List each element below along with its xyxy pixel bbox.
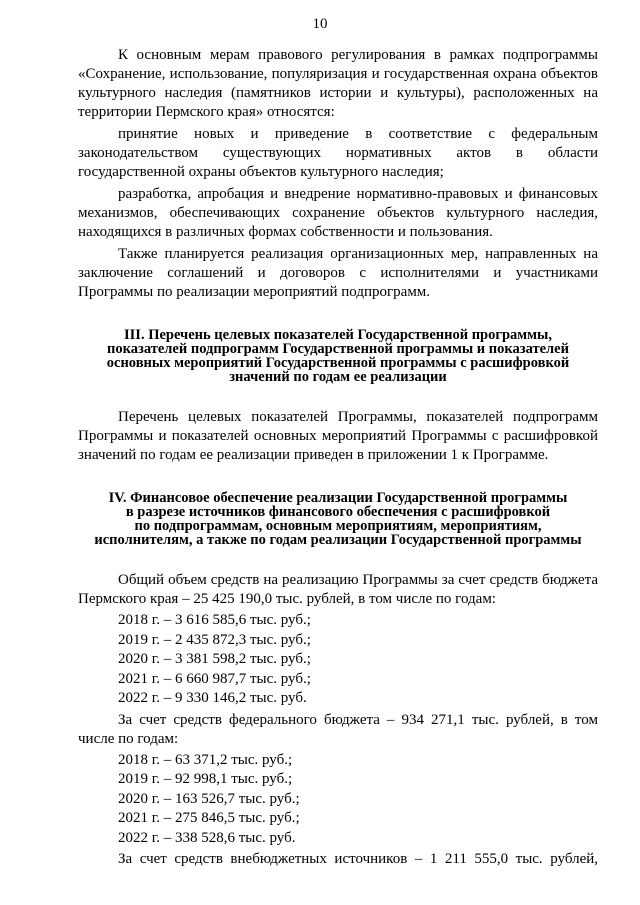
- page-number: 10: [312, 16, 328, 32]
- paragraph-indicators: Перечень целевых показателей Программы, показателей подпрограмм Программы и показателей основных мероприятий Программы с расшифровкой значений по годам ее реализации приведен в приложении 1 к Программе.: [78, 409, 598, 463]
- heading-4-line-2: в разрезе источников финансового обеспечения с расшифровкой: [125, 504, 551, 520]
- paragraph-organizational-measures: Также планируется реализация организационных мер, направленных на заключение соглашений и договоров с исполнителями и участниками Программы по реализации мероприятий подпрограмм.: [78, 246, 598, 300]
- federal-budget-year: 2019 г. – 92 998,1 тыс. руб.;: [118, 771, 293, 787]
- federal-budget-year: 2021 г. – 275 846,5 тыс. руб.;: [118, 810, 300, 826]
- paragraph-measure-2: разработка, апробация и внедрение нормативно-правовых и финансовых механизмов, обеспечивающих сохранение объектов культурного наследия, находящихся в различных формах собственности и пользования.: [78, 186, 598, 240]
- heading-3-line-1: III. Перечень целевых показателей Государственной программы,: [124, 327, 552, 343]
- section-heading-4: [78, 491, 598, 547]
- section-heading-3: [78, 328, 598, 384]
- heading-3-line-4: значений по годам ее реализации: [229, 369, 447, 385]
- heading-3-line-2: показателей подпрограмм Государственной программы и показателей: [107, 341, 569, 357]
- federal-budget-year: 2020 г. – 163 526,7 тыс. руб.;: [118, 790, 300, 807]
- paragraph-extrabudgetary: За счет средств внебюджетных источников – 1 211 555,0 тыс. рублей,: [118, 851, 598, 867]
- regional-budget-year: 2022 г. – 9 330 146,2 тыс. руб.: [118, 690, 307, 706]
- heading-3-line-3: основных мероприятий Государственной программы с расшифровкой: [106, 355, 570, 371]
- regional-budget-year: 2021 г. – 6 660 987,7 тыс. руб.;: [118, 670, 311, 687]
- paragraph-federal-budget: За счет средств федерального бюджета – 934 271,1 тыс. рублей, в том числе по годам:: [78, 711, 598, 747]
- regional-budget-year: 2019 г. – 2 435 872,3 тыс. руб.;: [118, 631, 311, 648]
- paragraph-regional-budget: Общий объем средств на реализацию Программы за счет средств бюджета Пермского края – 25 425 190,0 тыс. рублей, в том числе по годам:: [78, 572, 598, 607]
- paragraph-measure-1: принятие новых и приведение в соответствие с федеральным законодательством существующих нормативных актов в области государственной охраны объектов культурного наследия;: [78, 126, 598, 180]
- regional-budget-year: 2020 г. – 3 381 598,2 тыс. руб.;: [118, 651, 311, 667]
- federal-budget-year: 2018 г. – 63 371,2 тыс. руб.;: [118, 751, 293, 768]
- document-body: [78, 46, 598, 869]
- federal-budget-year: 2022 г. – 338 528,6 тыс. руб.: [118, 829, 296, 846]
- regional-budget-year: 2018 г. – 3 616 585,6 тыс. руб.;: [118, 612, 311, 628]
- paragraph-measures-intro: К основным мерам правового регулирования в рамках подпрограммы «Сохранение, использование, популяризация и государственная охрана объектов культурного наследия (памятников истории и культуры), расположенных на территории Пермского края» относятся:: [78, 47, 598, 120]
- heading-4-line-1: IV. Финансовое обеспечение реализации Государственной программы: [108, 490, 568, 506]
- heading-4-line-4: исполнителям, а также по годам реализации Государственной программы: [94, 532, 582, 548]
- heading-4-line-3: по подпрограммам, основным мероприятиям, мероприятиям,: [134, 518, 542, 534]
